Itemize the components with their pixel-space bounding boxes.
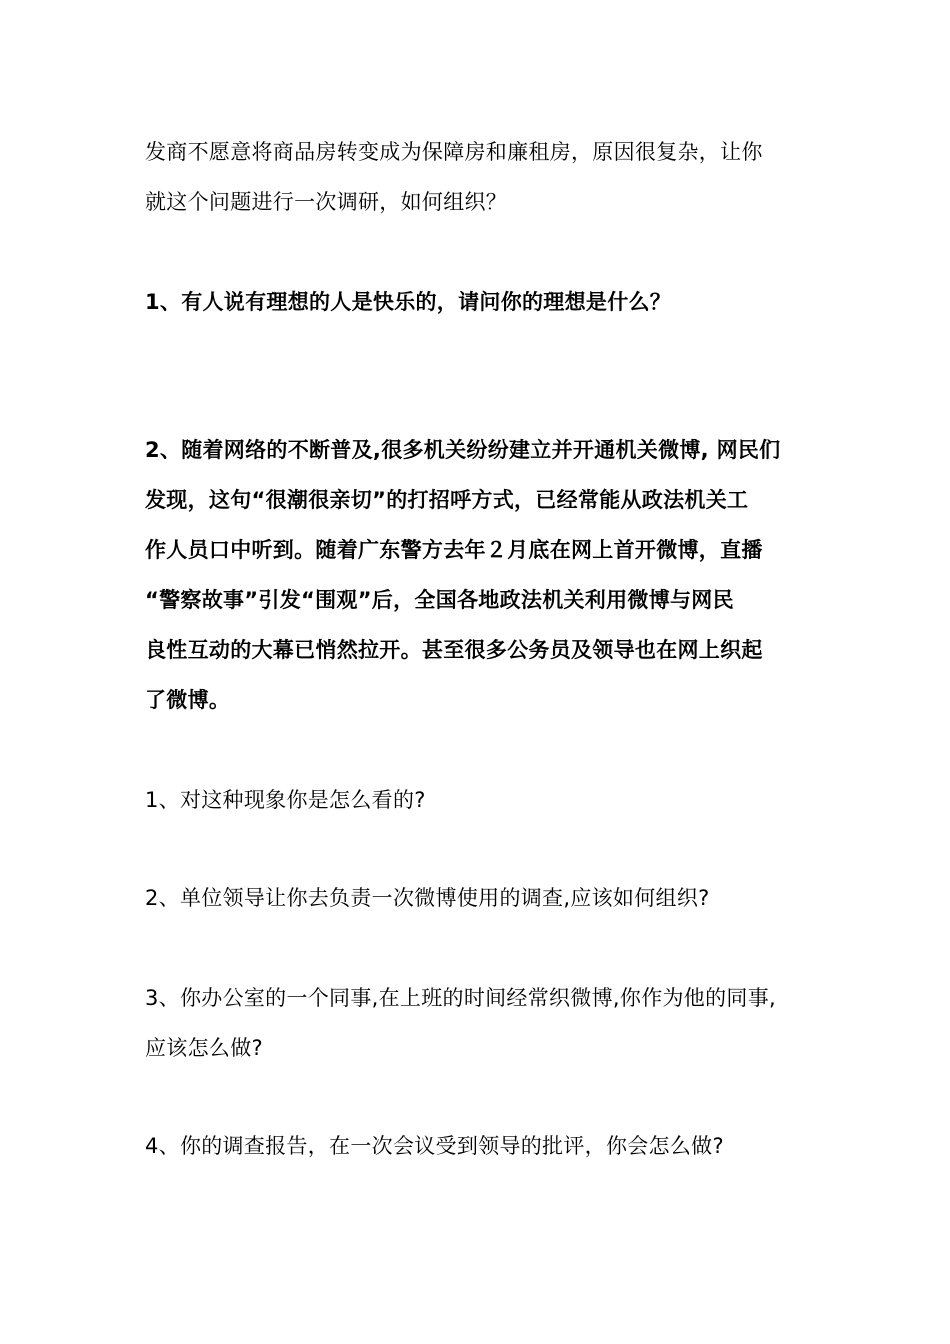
question-2-line-4: “警察故事”引发“围观”后，全国各地政法机关利用微博与网民 (145, 588, 734, 612)
sub-question-2: 2、单位领导让你去负责一次微博使用的调查,应该如何组织? (145, 886, 710, 910)
question-2-line-5: 良性互动的大幕已悄然拉开。甚至很多公务员及领导也在网上织起 (145, 638, 763, 662)
question-2-line-3: 作人员口中听到。随着广东警方去年２月底在网上首开微博，直播 (145, 538, 763, 562)
question-1: 1、有人说有理想的人是快乐的，请问你的理想是什么？ (145, 290, 672, 314)
question-2-line-1: 2、随着网络的不断普及,很多机关纷纷建立并开通机关微博, 网民们 (145, 438, 781, 462)
sub-question-3-line-2: 应该怎么做? (145, 1036, 263, 1060)
sub-question-4: 4、你的调查报告，在一次会议受到领导的批评，你会怎么做? (145, 1134, 724, 1158)
intro-line-1: 发商不愿意将商品房转变成为保障房和廉租房，原因很复杂，让你 (145, 140, 763, 164)
question-2-line-2: 发现，这句“很潮很亲切”的打招呼方式，已经常能从政法机关工 (145, 488, 749, 512)
sub-question-1: 1、对这种现象你是怎么看的? (145, 788, 426, 812)
sub-question-3-line-1: 3、你办公室的一个同事,在上班的时间经常织微博,你作为他的同事, (145, 986, 776, 1010)
question-2-line-6: 了微博。 (145, 688, 231, 712)
intro-line-2: 就这个问题进行一次调研，如何组织？ (145, 190, 508, 214)
